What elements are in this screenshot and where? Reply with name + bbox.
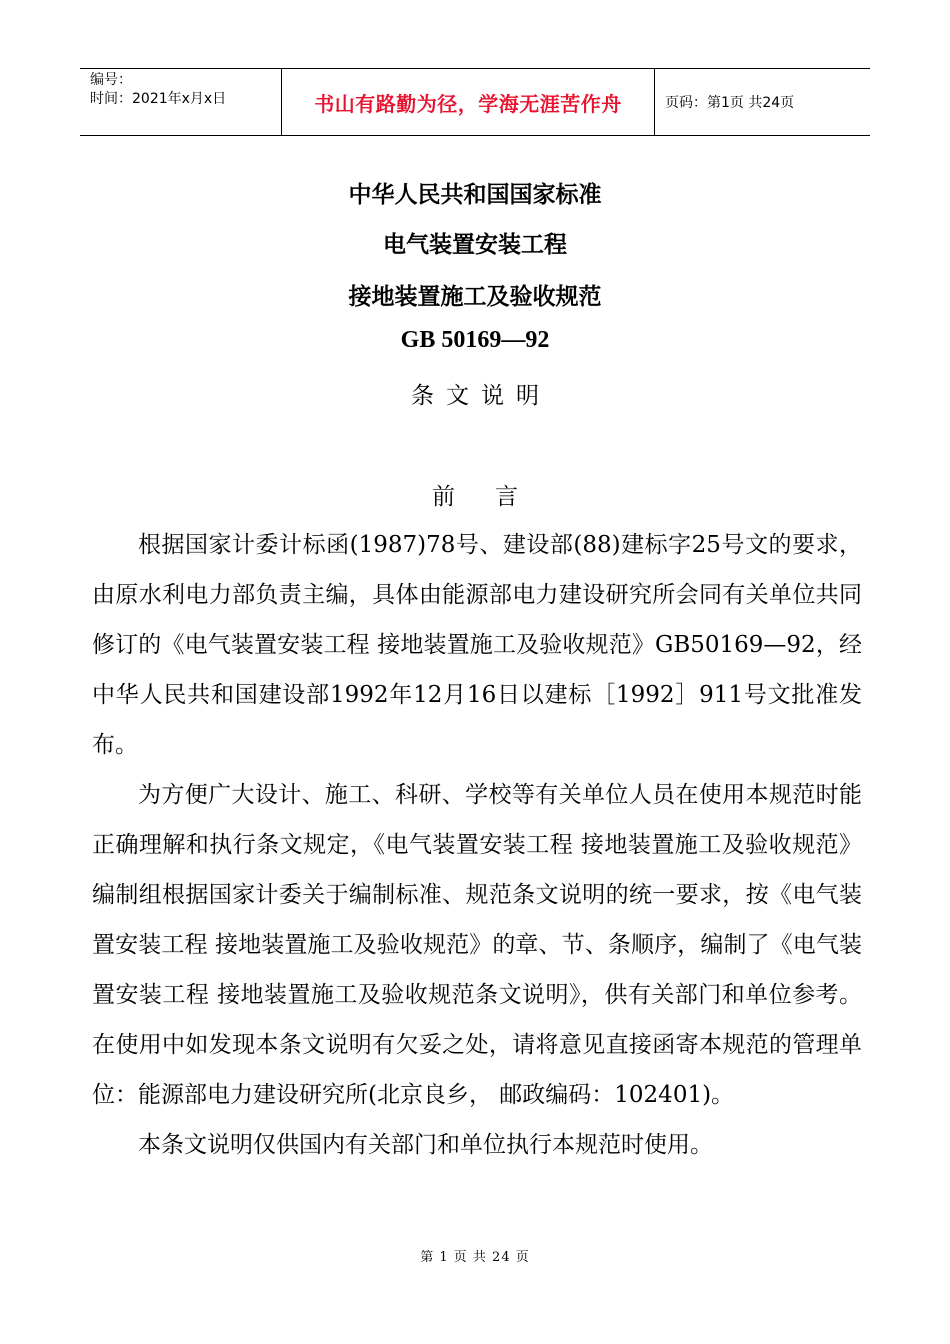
preface-paragraph: 为方便广大设计、施工、科研、学校等有关单位人员在使用本规范时能正确理解和执行条文规定，《电气装置安装工程 接地装置施工及验收规范》编制组根据国家计委关于编制标准、规范条文说明的统一要求，按《电气装置安装工程 接地装置施工及验收规范》的章、节、条顺序，编制了《电气装置安装工程 接地装置施工及验收规范条文说明》，供有关部门和单位参考。在使用中如发现本条文说明有欠妥之处，请将意见直接函寄本规范的管理单位：能源部电力建设研究所(北京良乡， 邮政编码：102401)。 [92,782,862,1108]
time-label: 时间：2021年x月x日 [90,91,227,107]
number-label: 编号： [90,72,132,88]
header-page-info: 页码：第1页 共24页 [665,95,795,111]
subtitle: 条文说明 [411,383,551,409]
header-meta [80,69,282,135]
preface-paragraph: 本条文说明仅供国内有关部门和单位执行本规范时使用。 [138,1132,713,1158]
page-footer: 第 1 页 共 24 页 [420,1250,530,1265]
title-line-2: 电气装置安装工程 [383,231,567,258]
title-line-3: 接地装置施工及验收规范 [348,283,602,310]
preface-heading: 前言 [432,484,558,510]
document-header [80,68,870,136]
preface-paragraph: 根据国家计委计标函(1987)78号、建设部(88)建标字25号文的要求，由原水利电力部负责主编，具体由能源部电力建设研究所会同有关单位共同修订的《电气装置安装工程 接地装置施工及验收规范》GB50169—92，经中华人民共和国建设部1992年12月16日以建标［1992］911号文批准发布。 [92,532,862,758]
standard-code: GB 50169—92 [400,327,550,353]
header-motto: 书山有路勤为径，学海无涯苦作舟 [282,69,655,135]
title-line-1: 中华人民共和国国家标准 [348,181,602,208]
preface-body [92,520,862,1170]
